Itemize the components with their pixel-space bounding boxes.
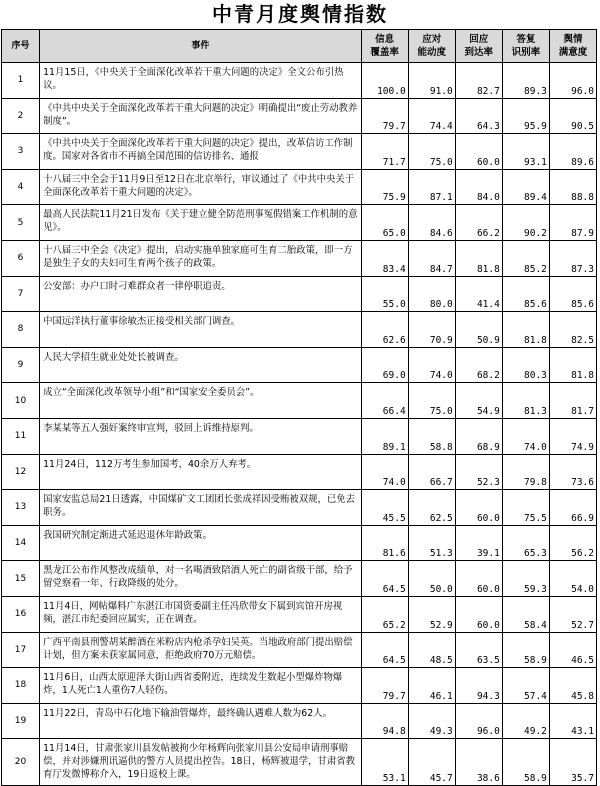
row-satisfaction: 74.9 — [549, 418, 596, 454]
table-row — [2, 347, 597, 383]
row-reach: 50.9 — [455, 312, 502, 348]
row-recognition: 59.3 — [502, 561, 549, 597]
row-reach: 63.5 — [455, 632, 502, 668]
header-event: 事件 — [40, 30, 362, 63]
row-coverage: 69.0 — [361, 347, 408, 383]
row-event: 中国远洋执行董事徐敏杰正接受相关部门调查。 — [40, 312, 362, 348]
row-satisfaction: 52.7 — [549, 596, 596, 632]
row-event: 11月24日，112万考生参加国考，40余万人弃考。 — [40, 454, 362, 490]
row-coverage: 79.7 — [361, 668, 408, 704]
row-coverage: 45.5 — [361, 490, 408, 526]
row-recognition: 58.9 — [502, 632, 549, 668]
row-recognition: 90.2 — [502, 205, 549, 241]
table-row — [2, 632, 597, 668]
row-reach: 81.8 — [455, 240, 502, 276]
table-row — [2, 63, 597, 99]
row-seq: 12 — [2, 454, 40, 490]
row-seq: 5 — [2, 205, 40, 241]
row-coverage: 83.4 — [361, 240, 408, 276]
row-recognition: 89.3 — [502, 63, 549, 99]
row-response: 70.9 — [408, 312, 455, 348]
table-row — [2, 561, 597, 597]
header-seq: 序号 — [2, 30, 40, 63]
row-response: 58.8 — [408, 418, 455, 454]
row-recognition: 85.2 — [502, 240, 549, 276]
row-recognition: 81.3 — [502, 383, 549, 419]
row-response: 66.7 — [408, 454, 455, 490]
row-recognition: 49.2 — [502, 703, 549, 739]
row-coverage: 75.9 — [361, 169, 408, 205]
row-event: 我国研究制定渐进式延迟退休年龄政策。 — [40, 525, 362, 561]
header-recognition — [502, 30, 549, 63]
row-event: 《中共中央关于全面深化改革若干重大问题的决定》明确提出“废止劳动教养制度”。 — [40, 98, 362, 134]
row-recognition: 85.6 — [502, 276, 549, 312]
row-satisfaction: 43.1 — [549, 703, 596, 739]
header-satisfaction-line2: 满意度 — [558, 47, 588, 58]
row-coverage: 89.1 — [361, 418, 408, 454]
row-event: 11月15日，《中央关于全面深化改革若干重大问题的决定》全文公布引热议。 — [40, 63, 362, 99]
row-satisfaction: 90.5 — [549, 98, 596, 134]
table-row — [2, 668, 597, 704]
row-recognition: 81.8 — [502, 312, 549, 348]
row-response: 50.0 — [408, 561, 455, 597]
table-row — [2, 490, 597, 526]
row-recognition: 80.3 — [502, 347, 549, 383]
row-satisfaction: 89.6 — [549, 134, 596, 170]
table-row — [2, 596, 597, 632]
row-seq: 2 — [2, 98, 40, 134]
row-reach: 60.0 — [455, 561, 502, 597]
table-row — [2, 312, 597, 348]
header-coverage-line2: 覆盖率 — [370, 47, 399, 58]
page-title: 中青月度舆情指数 — [212, 2, 388, 26]
row-event: 11月22日，青岛中石化地下输油管爆炸，最终确认遇难人数为62人。 — [40, 703, 362, 739]
row-satisfaction: 66.9 — [549, 490, 596, 526]
row-coverage: 74.0 — [361, 454, 408, 490]
row-seq: 3 — [2, 134, 40, 170]
row-coverage: 81.6 — [361, 525, 408, 561]
row-coverage: 65.2 — [361, 596, 408, 632]
row-response: 87.1 — [408, 169, 455, 205]
row-recognition: 65.3 — [502, 525, 549, 561]
row-event: 人民大学招生就业处处长被调查。 — [40, 347, 362, 383]
row-event: 成立“全面深化改革领导小组”和“国家安全委员会”。 — [40, 383, 362, 419]
table-row — [2, 240, 597, 276]
row-event: 11月4日，网帖爆料广东湛江市国资委副主任冯欣带女下属到宾馆开房视频，湛江市纪委回应属实，正在调查。 — [40, 596, 362, 632]
row-response: 62.5 — [408, 490, 455, 526]
row-seq: 17 — [2, 632, 40, 668]
row-response: 51.3 — [408, 525, 455, 561]
table-row — [2, 703, 597, 739]
row-seq: 6 — [2, 240, 40, 276]
row-response: 48.5 — [408, 632, 455, 668]
row-reach: 60.0 — [455, 134, 502, 170]
row-event: 《中共中央关于全面深化改革若干重大问题的决定》提出，改革信访工作制度。国家对各省市不再搞全国范围的信访排名、通报 — [40, 134, 362, 170]
row-coverage: 71.7 — [361, 134, 408, 170]
row-seq: 20 — [2, 739, 40, 786]
row-satisfaction: 87.3 — [549, 240, 596, 276]
row-satisfaction: 82.5 — [549, 312, 596, 348]
table-row — [2, 383, 597, 419]
row-recognition: 75.5 — [502, 490, 549, 526]
row-seq: 15 — [2, 561, 40, 597]
row-event: 11月14日，甘肃张家川县发帖被拘少年杨辉向张家川县公安局申请刑事赔偿，并对涉嫌刑讯逼供的警方人员提出控告。18日，杨辉被退学，甘肃省教育厅发微博称介入，19日返校上课。 — [40, 739, 362, 786]
header-reach-line1: 回应 — [469, 34, 489, 45]
table-row — [2, 525, 597, 561]
row-event: 最高人民法院11月21日发布《关于建立健全防范刑事冤假错案工作机制的意见》。 — [40, 205, 362, 241]
row-event: 广西平南县刑警胡某醉酒在米粉店内枪杀孕妇吴英。当地政府部门提出赔偿计划，但方案未获家属同意，拒绝政府70万元赔偿。 — [40, 632, 362, 668]
row-event: 11月6日，山西太原迎泽大街山西省委附近，连续发生数起小型爆炸物爆炸，1人死亡1人重伤7人轻伤。 — [40, 668, 362, 704]
row-reach: 41.4 — [455, 276, 502, 312]
row-seq: 7 — [2, 276, 40, 312]
row-satisfaction: 81.7 — [549, 383, 596, 419]
header-response-line1: 应对 — [422, 34, 442, 45]
row-recognition: 79.8 — [502, 454, 549, 490]
row-event: 国家安监总局21日透露，中国煤矿文工团团长张成祥因受贿被双规，已免去职务。 — [40, 490, 362, 526]
row-satisfaction: 87.9 — [549, 205, 596, 241]
table-row — [2, 205, 597, 241]
header-response-line2: 能动度 — [417, 47, 446, 58]
row-recognition: 58.4 — [502, 596, 549, 632]
row-event: 李某某等五人强奸案终审宣判，驳回上诉维持原判。 — [40, 418, 362, 454]
row-seq: 1 — [2, 63, 40, 99]
row-seq: 13 — [2, 490, 40, 526]
row-event: 十八届三中全会于11月9日至12日在北京举行，审议通过了《中共中央关于全面深化改革若干重大问题的决定》。 — [40, 169, 362, 205]
row-reach: 82.7 — [455, 63, 502, 99]
row-satisfaction: 81.8 — [549, 347, 596, 383]
row-coverage: 94.8 — [361, 703, 408, 739]
row-event: 十八届三中全会《决定》提出，启动实施单独家庭可生育二胎政策，即一方是独生子女的夫妇可生育两个孩子的政策。 — [40, 240, 362, 276]
row-reach: 94.3 — [455, 668, 502, 704]
row-response: 75.0 — [408, 383, 455, 419]
row-reach: 64.3 — [455, 98, 502, 134]
row-satisfaction: 56.2 — [549, 525, 596, 561]
row-recognition: 89.4 — [502, 169, 549, 205]
table-row — [2, 418, 597, 454]
row-coverage: 79.7 — [361, 98, 408, 134]
header-reach-line2: 到达率 — [464, 47, 494, 58]
row-seq: 10 — [2, 383, 40, 419]
row-response: 46.1 — [408, 668, 455, 704]
table-row — [2, 98, 597, 134]
row-reach: 52.3 — [455, 454, 502, 490]
row-reach: 96.0 — [455, 703, 502, 739]
header-reach — [455, 30, 502, 63]
row-coverage: 65.0 — [361, 205, 408, 241]
row-seq: 4 — [2, 169, 40, 205]
row-reach: 60.0 — [455, 490, 502, 526]
header-satisfaction-line1: 舆情 — [563, 34, 583, 45]
row-reach: 60.0 — [455, 596, 502, 632]
row-reach: 68.2 — [455, 347, 502, 383]
row-reach: 54.9 — [455, 383, 502, 419]
row-reach: 66.2 — [455, 205, 502, 241]
row-satisfaction: 45.8 — [549, 668, 596, 704]
row-seq: 14 — [2, 525, 40, 561]
row-response: 49.3 — [408, 703, 455, 739]
row-recognition: 93.1 — [502, 134, 549, 170]
header-response — [408, 30, 455, 63]
table-body — [2, 63, 597, 786]
row-coverage: 64.5 — [361, 561, 408, 597]
row-satisfaction: 88.8 — [549, 169, 596, 205]
row-recognition: 58.9 — [502, 739, 549, 786]
row-coverage: 100.0 — [361, 63, 408, 99]
row-coverage: 62.6 — [361, 312, 408, 348]
row-satisfaction: 54.0 — [549, 561, 596, 597]
row-satisfaction: 46.5 — [549, 632, 596, 668]
row-seq: 19 — [2, 703, 40, 739]
row-event: 黑龙江公布作风整改成绩单，对一名喝酒致陪酒人死亡的副省级干部，给予留党察看一年、行政降级的处分。 — [40, 561, 362, 597]
row-coverage: 53.1 — [361, 739, 408, 786]
header-recognition-line2: 识别率 — [511, 47, 541, 58]
row-coverage: 66.4 — [361, 383, 408, 419]
row-satisfaction: 73.6 — [549, 454, 596, 490]
row-response: 84.7 — [408, 240, 455, 276]
row-response: 45.7 — [408, 739, 455, 786]
row-reach: 39.1 — [455, 525, 502, 561]
row-response: 74.4 — [408, 98, 455, 134]
row-coverage: 64.5 — [361, 632, 408, 668]
row-reach: 84.0 — [455, 169, 502, 205]
row-response: 75.0 — [408, 134, 455, 170]
row-satisfaction: 85.6 — [549, 276, 596, 312]
row-recognition: 74.0 — [502, 418, 549, 454]
row-reach: 68.9 — [455, 418, 502, 454]
table-row — [2, 134, 597, 170]
header-satisfaction — [549, 30, 596, 63]
row-seq: 16 — [2, 596, 40, 632]
table-row — [2, 276, 597, 312]
sentiment-index-table — [1, 29, 597, 786]
row-event: 公安部：办户口时刁难群众者一律停职追责。 — [40, 276, 362, 312]
row-response: 52.9 — [408, 596, 455, 632]
table-row — [2, 739, 597, 786]
table-header-row — [2, 30, 597, 63]
row-satisfaction: 35.7 — [549, 739, 596, 786]
row-satisfaction: 96.0 — [549, 63, 596, 99]
row-response: 84.6 — [408, 205, 455, 241]
table-row — [2, 454, 597, 490]
row-response: 80.0 — [408, 276, 455, 312]
header-coverage-line1: 信息 — [375, 34, 395, 45]
row-recognition: 57.4 — [502, 668, 549, 704]
header-coverage — [361, 30, 408, 63]
row-seq: 8 — [2, 312, 40, 348]
row-seq: 9 — [2, 347, 40, 383]
row-recognition: 95.9 — [502, 98, 549, 134]
row-coverage: 55.0 — [361, 276, 408, 312]
row-reach: 38.6 — [455, 739, 502, 786]
row-seq: 18 — [2, 668, 40, 704]
header-recognition-line1: 答复 — [516, 34, 536, 45]
row-response: 74.0 — [408, 347, 455, 383]
row-seq: 11 — [2, 418, 40, 454]
table-row — [2, 169, 597, 205]
row-response: 91.0 — [408, 63, 455, 99]
